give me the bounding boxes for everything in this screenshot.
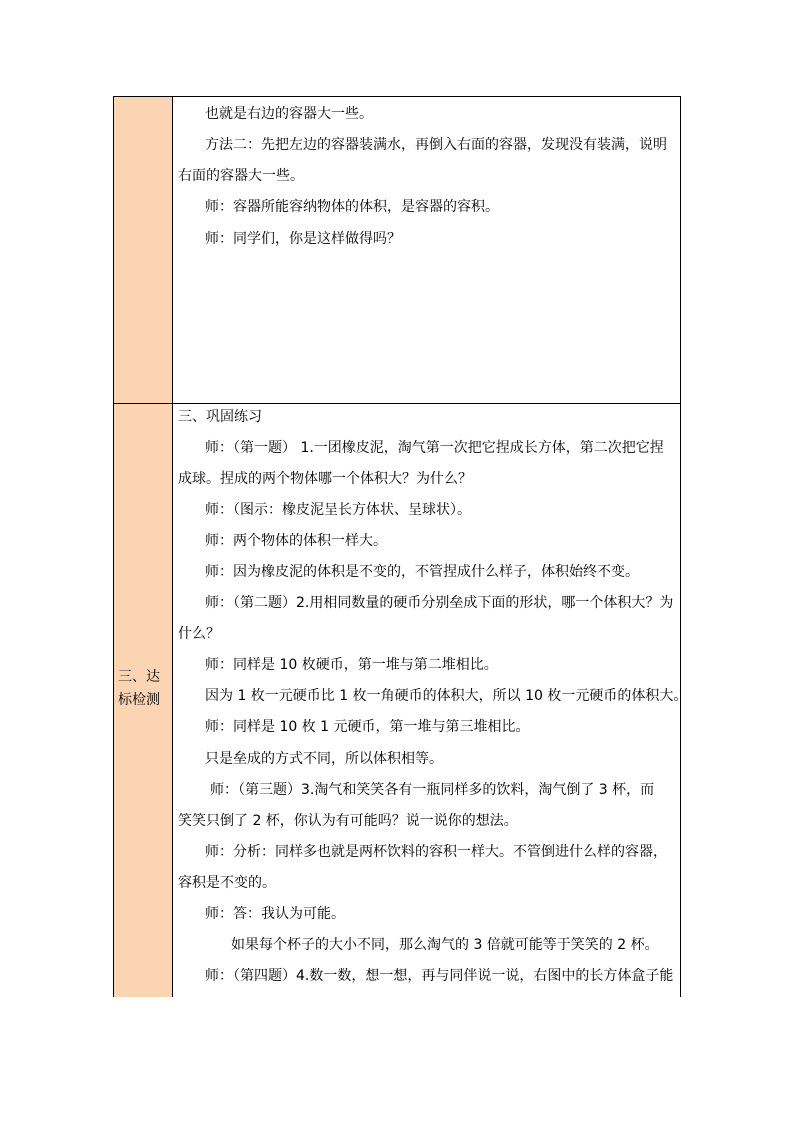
- paragraph: 也就是右边的容器大一些。: [205, 106, 373, 122]
- table-row: [114, 96, 680, 403]
- section-heading: 三、巩固练习: [178, 409, 262, 425]
- paragraph: 师：同样是 10 枚 1 元硬币，第一堆与第三堆相比。: [205, 719, 530, 735]
- paragraph: 师：（第二题）2.用相同数量的硬币分别垒成下面的形状，哪一个体积大？为: [205, 595, 674, 611]
- paragraph: 师：分析：同样多也就是两杯饮料的容积一样大。不管倒进什么样的容器，: [205, 844, 667, 860]
- paragraph: 师：因为橡皮泥的体积是不变的，不管捏成什么样子，体积始终不变。: [205, 564, 639, 580]
- paragraph: 师：（第一题） 1.一团橡皮泥，淘气第一次把它捏成长方体，第二次把它捏: [205, 440, 664, 456]
- paragraph: 师：容器所能容纳物体的体积，是容器的容积。: [205, 199, 499, 215]
- content-cell: [173, 404, 688, 997]
- paragraph: 师：同样是 10 枚硬币，第一堆与第二堆相比。: [205, 657, 498, 673]
- lesson-table: [113, 96, 688, 997]
- content-cell: [173, 97, 680, 403]
- paragraph: 师：（图示：橡皮泥呈长方体状、呈球状）。: [205, 502, 471, 518]
- paragraph: 师：同学们，你是这样做得吗？: [205, 231, 401, 247]
- stage-cell: [114, 97, 173, 403]
- paragraph: 容积是不变的。: [178, 875, 276, 891]
- paragraph: 师：（第四题）4.数一数，想一想，再与同伴说一说，右图中的长方体盒子能: [205, 968, 674, 984]
- paragraph: 只是垒成的方式不同，所以体积相等。: [205, 751, 443, 767]
- stage-label: 三、达标检测: [118, 669, 160, 708]
- paragraph: 笑笑只倒了 2 杯，你认为有可能吗？说一说你的想法。: [178, 813, 518, 829]
- paragraph: 师：（第三题）3.淘气和笑笑各有一瓶同样多的饮料，淘气倒了 3 杯，而: [210, 782, 655, 798]
- paragraph: 师：答：我认为可能。: [205, 906, 345, 922]
- paragraph: 成球。捏成的两个物体哪一个体积大？为什么？: [178, 471, 472, 487]
- stage-cell: [114, 404, 173, 997]
- paragraph: 什么？: [178, 626, 220, 642]
- table-row: [114, 403, 688, 997]
- paragraph: 右面的容器大一些。: [178, 168, 304, 184]
- paragraph: 因为 1 枚一元硬币比 1 枚一角硬币的体积大，所以 10 枚一元硬币的体积大。: [205, 688, 688, 704]
- paragraph: 如果每个杯子的大小不同，那么淘气的 3 倍就可能等于笑笑的 2 杯。: [231, 937, 659, 953]
- paragraph: 方法二：先把左边的容器装满水，再倒入右面的容器，发现没有装满，说明: [205, 137, 667, 153]
- paragraph: 师：两个物体的体积一样大。: [205, 533, 387, 549]
